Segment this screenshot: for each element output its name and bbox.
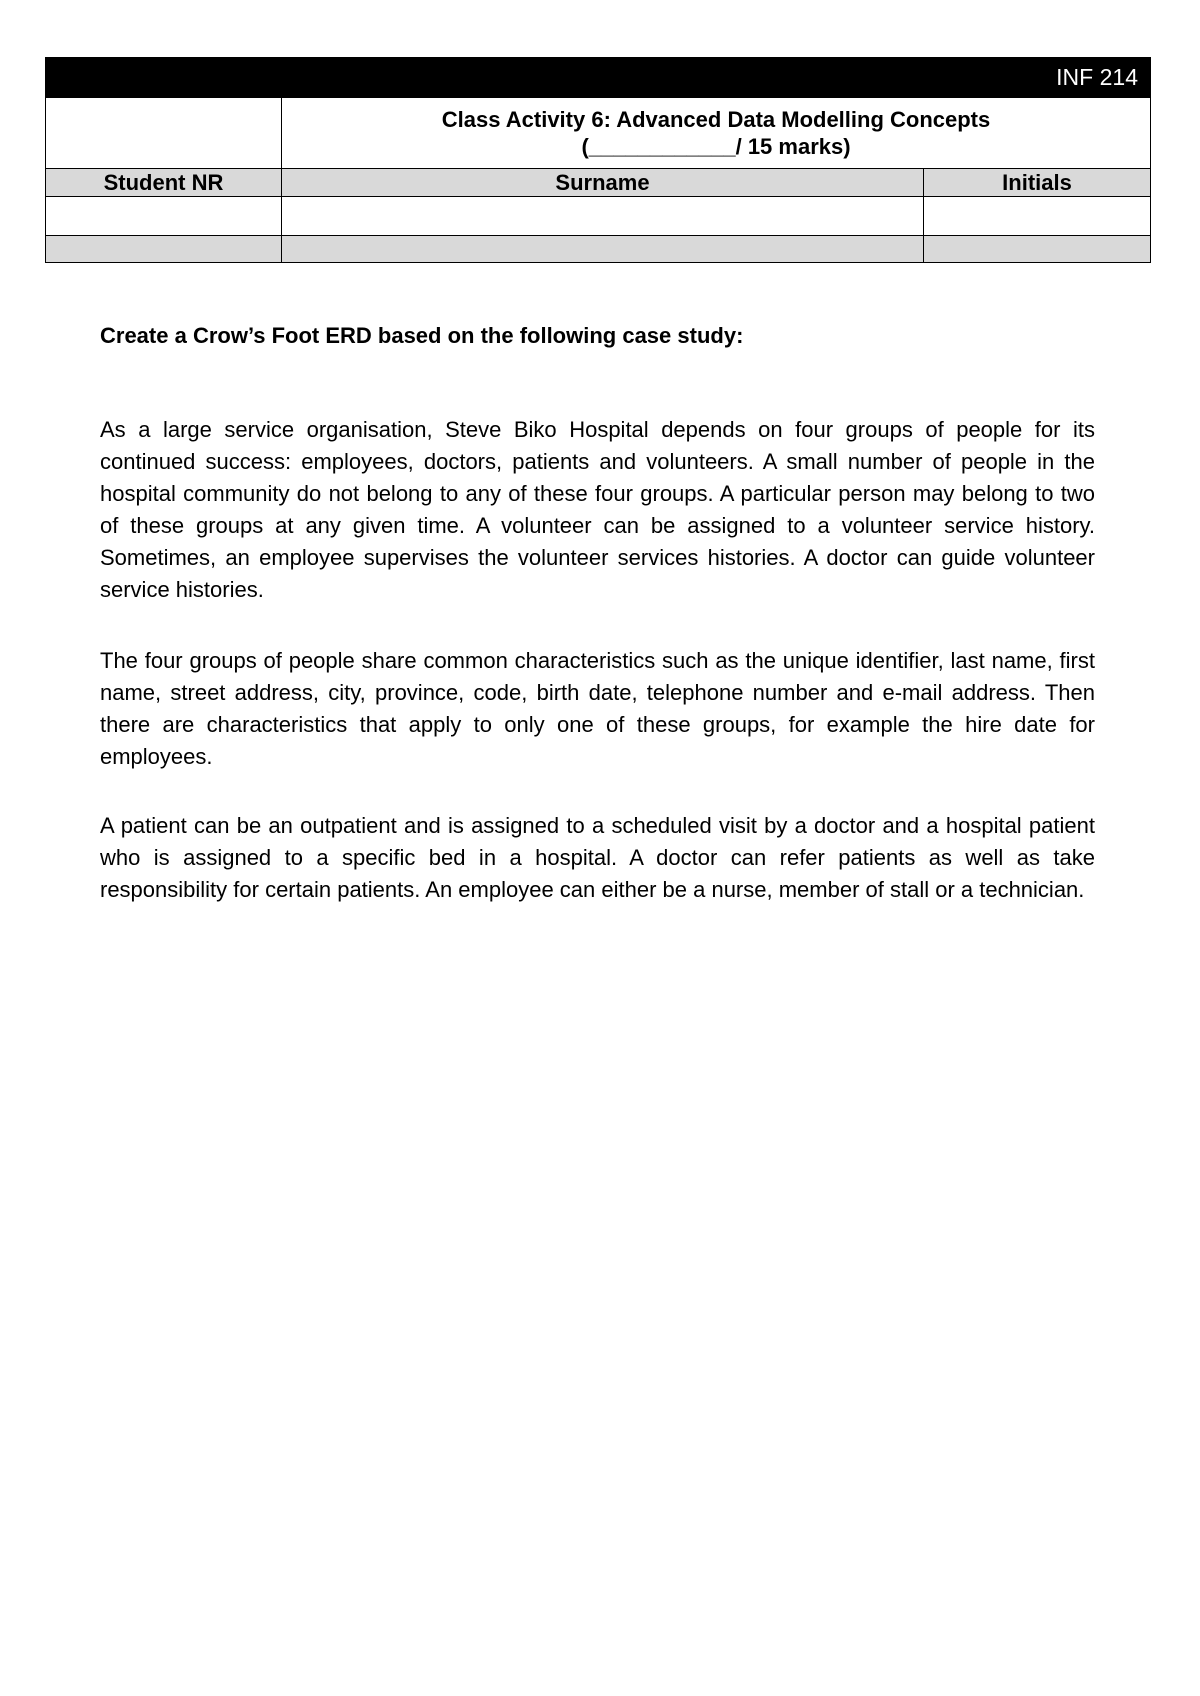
initials-field-2[interactable]: [924, 236, 1151, 263]
activity-title-row: [46, 98, 1151, 169]
surname-field[interactable]: [282, 197, 924, 236]
student-nr-field[interactable]: [46, 197, 282, 236]
surname-header: Surname: [282, 169, 924, 197]
surname-field-2[interactable]: [282, 236, 924, 263]
instruction-heading: Create a Crow’s Foot ERD based on the following case study:: [100, 323, 744, 348]
student-entry-row-2: [46, 236, 1151, 263]
student-details-table: [45, 57, 1151, 263]
case-study-paragraph-2: The four groups of people share common characteristics such as the unique identifier, last name, first name, street address, city, province, code, birth date, telephone number and e-mail address. Then there are characteristics that apply to only one of these groups, for example the hire date for employees.: [100, 648, 1095, 769]
course-code: INF 214: [46, 58, 1151, 98]
activity-title: [282, 98, 1151, 169]
marks-line: (____________/ 15 marks): [581, 134, 851, 159]
title-empty-cell: [46, 98, 282, 169]
student-entry-row: [46, 197, 1151, 236]
activity-title-line1: Class Activity 6: Advanced Data Modelling Concepts: [441, 107, 991, 132]
case-study-paragraph-3: A patient can be an outpatient and is assigned to a scheduled visit by a doctor and a hospital patient who is assigned to a specific bed in a hospital. A doctor can refer patients as well as take responsibility for certain patients. An employee can either be a nurse, member of stall or a technician.: [100, 813, 1095, 902]
course-code-row: [46, 58, 1151, 98]
student-nr-field-2[interactable]: [46, 236, 282, 263]
column-header-row: [46, 169, 1151, 197]
case-study-paragraph-1: As a large service organisation, Steve Biko Hospital depends on four groups of people for its continued success: employees, doctors, patients and volunteers. A small number of people in the hospital community do not belong to any of these four groups. A particular person may belong to two of these groups at any given time. A volunteer can be assigned to a volunteer service history. Sometimes, an employee supervises the volunteer services histories. A doctor can guide volunteer service histories.: [100, 417, 1095, 602]
student-nr-header: Student NR: [46, 169, 282, 197]
initials-header: Initials: [924, 169, 1151, 197]
initials-field[interactable]: [924, 197, 1151, 236]
